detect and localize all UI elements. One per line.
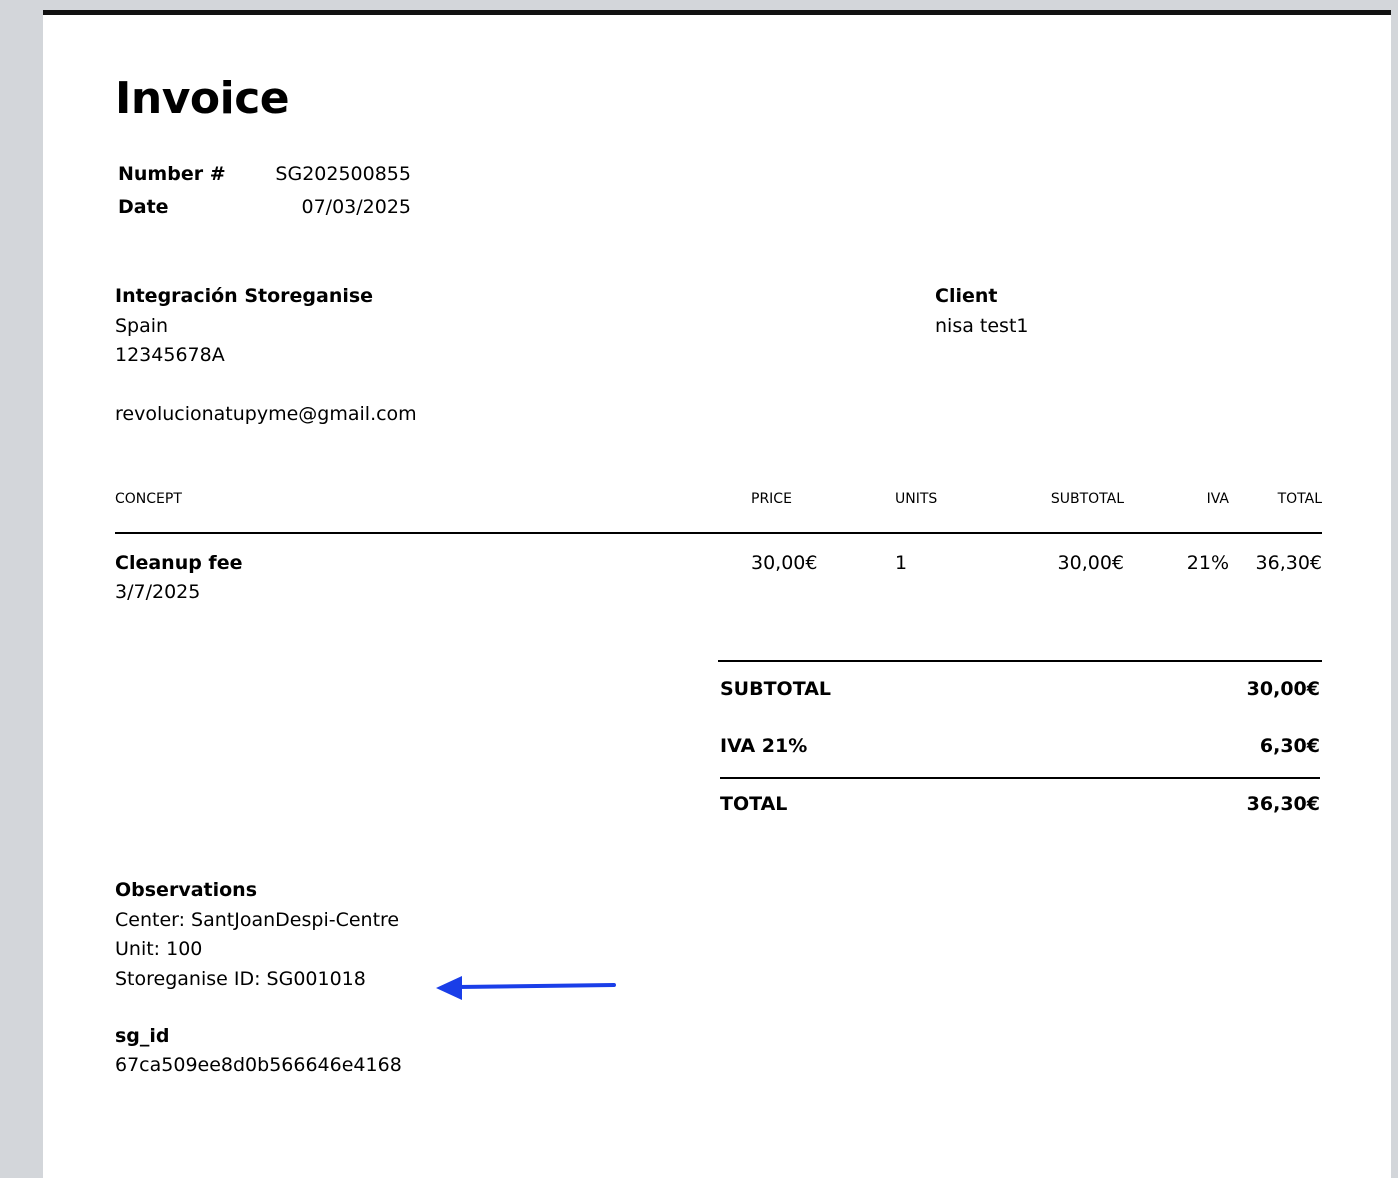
totals-subtotal-value: 30,00€ bbox=[1246, 678, 1320, 700]
header-iva: IVA bbox=[1206, 491, 1229, 507]
invoice-title: Invoice bbox=[115, 73, 290, 124]
observations-unit: Unit: 100 bbox=[115, 938, 203, 960]
totals-subtotal-label: SUBTOTAL bbox=[720, 678, 832, 700]
number-value: SG202500855 bbox=[275, 163, 411, 185]
header-subtotal: SUBTOTAL bbox=[1050, 491, 1124, 507]
row-date: 3/7/2025 bbox=[115, 581, 201, 603]
client-name: nisa test1 bbox=[935, 315, 1029, 337]
totals-total-label: TOTAL bbox=[720, 793, 788, 815]
invoice-page bbox=[43, 10, 1391, 1178]
row-price: 30,00€ bbox=[751, 552, 818, 574]
totals-iva-value: 6,30€ bbox=[1259, 735, 1320, 757]
totals-bottom-divider bbox=[720, 777, 1320, 779]
observations-storeganise-id: Storeganise ID: SG001018 bbox=[115, 968, 366, 990]
header-total: TOTAL bbox=[1277, 491, 1322, 507]
observations-center: Center: SantJoanDespi-Centre bbox=[115, 909, 400, 931]
issuer-email: revolucionatupyme@gmail.com bbox=[115, 403, 417, 425]
header-price: PRICE bbox=[751, 491, 792, 507]
annotation-arrow-icon bbox=[434, 970, 624, 1006]
sg-id-value: 67ca509ee8d0b566646e4168 bbox=[115, 1054, 402, 1076]
row-concept: Cleanup fee bbox=[115, 552, 243, 574]
totals-total-value: 36,30€ bbox=[1246, 793, 1320, 815]
totals-top-divider bbox=[718, 660, 1322, 662]
sg-id-title: sg_id bbox=[115, 1025, 170, 1047]
number-label: Number # bbox=[118, 163, 226, 185]
row-subtotal: 30,00€ bbox=[1057, 552, 1124, 574]
row-iva: 21% bbox=[1186, 552, 1229, 574]
row-total: 36,30€ bbox=[1255, 552, 1322, 574]
date-label: Date bbox=[118, 196, 169, 218]
issuer-tax-id: 12345678A bbox=[115, 344, 225, 366]
issuer-country: Spain bbox=[115, 315, 169, 337]
issuer-name: Integración Storeganise bbox=[115, 285, 374, 307]
header-concept: CONCEPT bbox=[115, 491, 182, 507]
observations-title: Observations bbox=[115, 879, 258, 901]
client-label: Client bbox=[935, 285, 998, 307]
row-units: 1 bbox=[895, 552, 908, 574]
table-header-divider bbox=[115, 532, 1322, 534]
totals-iva-label: IVA 21% bbox=[720, 735, 808, 757]
date-value: 07/03/2025 bbox=[301, 196, 411, 218]
header-units: UNITS bbox=[895, 491, 938, 507]
